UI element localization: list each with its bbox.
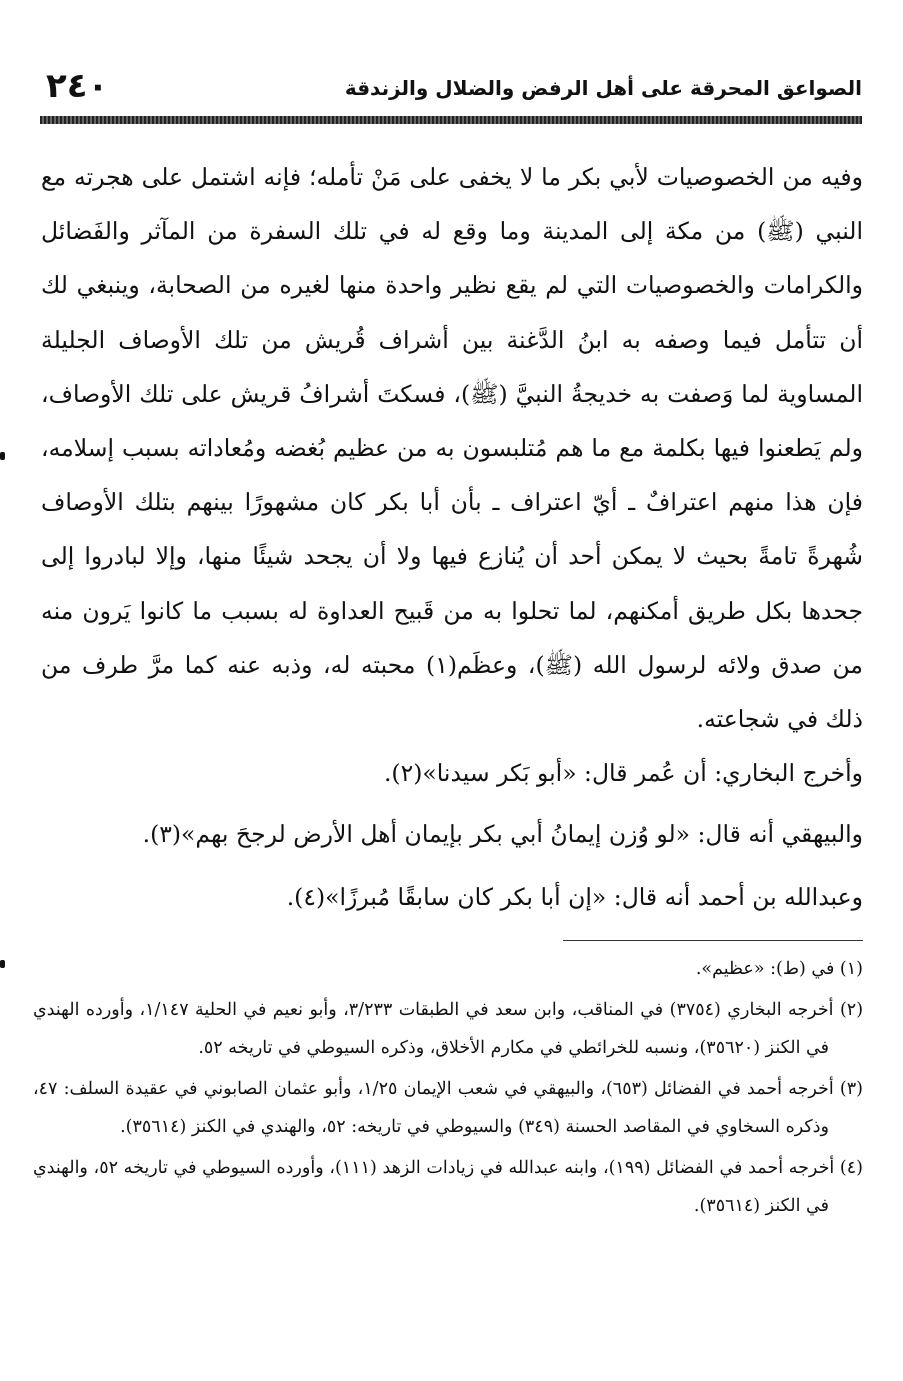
main-paragraph: وفيه من الخصوصيات لأبي بكر ما لا يخفى على مَنْ تأمله؛ فإنه اشتمل على هجرته مع النبي (ﷺ) من مكة إلى المدينة وما وقع له في تلك السفرة من المآثر والفَضائل والكرامات والخصوصيات التي لم يقع نظير واحدة منها لغيره من الصحابة، وينبغي لك أن تتأمل فيما وصفه به ابنُ الدَّغنة بين أشراف قُريش من تلك الأوصاف الجليلة المساوية لما وَصفت به خديجةُ النبيَّ (ﷺ)، فسكتَ أشرافُ قريش على تلك الأوصاف، ولم يَطعنوا فيها بكلمة مع ما هم مُتلبسون به من عظيم بُغضه ومُعاداته بسبب إسلامه، فإن هذا منهم اعترافٌ ـ أيّ اعتراف ـ بأن أبا بكر كان مشهورًا بينهم بتلك الأوصاف شُهرةً تامةً بحيث لا يمكن أحد أن يُنازع فيها ولا أن يجحد شيئًا منها، وإلا لبادروا إلى جحدها بكل طريق أمكنهم، لما تحلوا به من قَبيح العداوة له بسبب ما كانوا يَرون منه من صدق ولائه لرسول الله (ﷺ)، وعظَم(١) محبته له، وذبه عنه كما مرَّ طرف من ذلك في شجاعته. — [41, 163, 863, 734]
footnote-1: (١) في (ط): «عظيم». — [695, 959, 863, 979]
page-number: ٢٤٠ — [46, 66, 109, 106]
scan-mark — [0, 452, 5, 460]
quote-abdullah: وعبدالله بن أحمد أنه قال: «إن أبا بكر كان سابقًا مُبرزًا»(٤). — [286, 883, 863, 911]
quote-bukhari: وأخرج البخاري: أن عُمر قال: «أبو بَكر سيدنا»(٢). — [383, 759, 863, 787]
footnote-separator — [563, 940, 863, 941]
footnote-2: (٢) أخرجه البخاري (٣٧٥٤) في المناقب، وابن سعد في الطبقات ٣/٢٣٣، وأبو نعيم في الحلية ١/١٤٧، وأورده الهندي في الكنز (٣٥٦٢٠)، ونسبه للخرائطي في مكارم الأخلاق، وذكره السيوطي في تاريخه ٥٢. — [33, 999, 864, 1058]
quote-bayhaqi: والبيهقي أنه قال: «لو وُزن إيمانُ أبي بكر بإيمان أهل الأرض لرجحَ بهم»(٣). — [142, 820, 863, 848]
footnotes — [33, 950, 863, 1226]
main-text — [41, 150, 863, 746]
footnote-4: (٤) أخرجه أحمد في الفضائل (١٩٩)، وابنه عبدالله في زيادات الزهد (١١١)، وأورده السيوطي في تاريخه ٥٢، والهندي في الكنز (٣٥٦١٤). — [33, 1157, 863, 1216]
running-title: الصواعق المحرقة على أهل الرفض والضلال والزندقة — [344, 76, 862, 100]
header-rule — [40, 116, 862, 124]
page-header — [40, 66, 862, 110]
scan-mark — [0, 960, 5, 968]
footnote-3: (٣) أخرجه أحمد في الفضائل (٦٥٣)، والبيهقي في شعب الإيمان ١/٢٥، وأبو عثمان الصابوني في عقيدة السلف: ٤٧، وذكره السخاوي في المقاصد الحسنة (٣٤٩) والسيوطي في تاريخه: ٥٢، والهندي في الكنز (٣٥٦١٤). — [33, 1078, 863, 1137]
